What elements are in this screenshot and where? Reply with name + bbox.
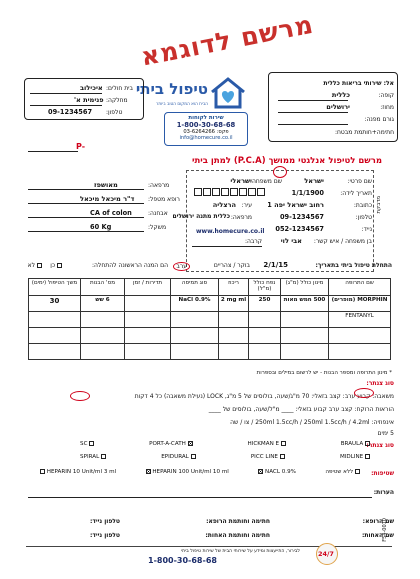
department-line [30,105,102,106]
device-spiral[interactable] [80,454,106,460]
clinic2-label: מרפאה: [148,182,170,189]
table-note: * מינון התרופה ומספר הבנות - יש לרשום במילים ובספרות [256,370,392,376]
first-name-value: ישראל [304,177,324,185]
service-fax: פקס: 03-6264266 [183,129,229,135]
referrer-line [278,124,348,125]
mobile-label: נייד: [361,226,372,233]
table-row [29,312,391,328]
cell-empty [281,312,329,328]
badge-text: 24/7 [318,550,334,558]
doctor-label: רופא מטפל: [148,196,180,203]
device-options [80,441,370,465]
cell-empty [329,328,391,344]
first-dose-label: הם המנה הראשונה להתחלה: [91,262,168,269]
cell-concentration: 2 mg ml [219,296,249,312]
device-spiral-label: SPIRAL [80,454,100,460]
selected-evening: ערב [173,262,190,271]
order-line-4: 5 ימים [377,430,394,437]
device-midline-label: MIDLINE [339,454,364,460]
cell-empty [29,312,81,328]
patient-phone-value: 09-1234567 [279,213,324,221]
notes-line [28,497,372,498]
flush-nacl[interactable] [258,469,296,475]
department-value: פנימית א' [74,96,104,104]
cell-empty [125,312,171,328]
city-label: עיר: [241,202,252,209]
family-value: ישראלי [230,177,252,185]
start-date: 2/1/15 [263,261,288,269]
brand-name: טיפול ביתי [135,80,208,98]
device-port-label: PORT-A-CATH [149,441,186,447]
phone-label: טלפון: [106,109,123,116]
nurse-sign-label: חתימה וחותמת האחות: [205,532,270,539]
hospital-phone-value: 09-1234567 [48,108,93,116]
col-volume: נפח כולל (מ"ל) [249,279,281,296]
cell-empty [29,328,81,344]
cell-empty [81,344,125,360]
weight-value: 60 Kg [90,223,112,231]
service-phone: 1-800-30-68-68 [176,121,236,129]
relation-line [192,246,262,247]
catheter-title: סוג צנתר: [366,380,394,387]
fund-value: כללית [331,91,350,99]
device-braula[interactable] [341,441,370,447]
first-dose-no-checkbox[interactable] [37,263,42,268]
footer-divider [26,546,392,547]
district-line [278,112,348,113]
hospital-line [30,93,102,94]
clinic-value: כללית מתנה ירושלים [172,213,230,220]
doctor-line [28,203,144,204]
cell-empty [171,328,219,344]
flush-none-label: ללא שטיפה [325,469,354,475]
device-sc-label: SC [80,441,88,447]
col-frequency: תדירות / זמן [125,279,171,296]
hospital-label: בית חולים: [106,85,133,92]
cell-empty [171,312,219,328]
insurer-sign-label: חתימה+חותמת מבטח: [334,129,394,136]
flush-heparin-100[interactable] [146,469,229,475]
first-dose-no: לא [27,262,35,269]
cell-empty [249,344,281,360]
district-value: ירושלים [326,103,350,111]
cell-units: 6 שש [81,296,125,312]
col-concentration: ריכוז [219,279,249,296]
diagnosis-line [28,217,144,218]
device-picc[interactable] [251,454,285,460]
cell-empty [29,344,81,360]
cell-empty [249,328,281,344]
weight-line [28,231,144,232]
cell-empty [125,328,171,344]
flush-heparin-10-label: HEPARIN 10 Unit/ml 3 ml [46,469,117,475]
notes-label: הערות: [373,489,394,496]
order-line-3: אינפוזיה: 250ml 1.5cc/h / 250ml 1.5cc/h / 4.2ml / צו / שה [230,419,394,426]
service-email: info@homecure.co.il [179,135,233,141]
relation-label: קרבה: [244,238,262,245]
mobile-value: 052-1234567 [275,225,324,233]
cell-empty [329,344,391,360]
contact-label: בן משפחה / איש קשר: [313,238,372,245]
order-line-2: הוראות הרוקח: קצב ערב קבוע בזאלי: ____ מ"ל/שעה, בולוסים של ____ [208,406,394,413]
device-epidural-label: EPIDURAL [161,454,189,460]
first-name-label: שם פרטי: [347,178,372,185]
device-hickman[interactable] [247,441,285,447]
website: www.homecure.co.il [196,228,265,235]
p-label: P- [76,142,86,151]
flush-options [40,469,360,475]
medication-table [28,278,391,360]
referrer-label: גורם מפנה: [364,116,394,123]
table-row [29,344,391,360]
footer-phone: 1-800-30-68-68 [148,556,217,565]
cell-duration: 30 [29,296,81,312]
hour-circle [354,388,374,398]
doctor-phone-label: טלפון נייד: [89,518,120,525]
cell-total-dose: 500 חמש מאות [281,296,329,312]
form-title: מרשם לטיפול אנלגטי ממושך (P.C.A) למתן ביתי [191,156,382,166]
cell-empty [219,312,249,328]
nurse-phone-label: טלפון נייד: [89,532,120,539]
brand-tagline: הבית הוא המקום הטוב ביותר [156,101,208,106]
cell-empty [81,312,125,328]
device-epidural[interactable] [161,454,195,460]
table-row [29,296,391,312]
patient-sticker-box [186,170,374,272]
table-header [29,279,391,296]
order-line-1: משאבה: קבוע ערב: קצב בזאלי: 70 מ"ג/שעה, בולוסים של 5 מ"ג, LOCK (נעילת משאבה) כל 4 דקות [134,393,394,400]
cell-empty [281,344,329,360]
patient-phone-label: טלפון: [355,214,372,221]
doctor-name-label: שם הרופא: [362,518,394,525]
cell-frequency [125,296,171,312]
brand-logo [136,76,248,114]
col-total-dose: מינון כולל (מ"ג) [281,279,329,296]
clinic2-value: מאושפז [94,181,118,189]
form-code: F54-0010 [382,518,388,542]
fund-line [278,100,348,101]
device-picc-label: PICC LINE [250,454,278,460]
weight-label: משקל: [148,224,167,231]
nurse-name-label: שם האחות: [362,532,394,539]
diagnosis-value: CA of colon [90,209,132,217]
cell-empty [219,344,249,360]
cell-empty [281,328,329,344]
support-badge [316,543,338,565]
service-title: שירות לקוחות [188,115,224,121]
dob-label: תאריך לידה: [340,190,372,197]
cell-empty [219,328,249,344]
house-heart-icon [208,76,248,110]
cell-empty [249,312,281,328]
insurer-title: אל: שירותי בריאות כללית [323,80,394,87]
diagnosis-label: אבחנה: [148,210,168,217]
cell-empty [81,328,125,344]
cell-empty [125,344,171,360]
ampm-label: בוקר / צהריים [213,262,250,269]
flush-none[interactable] [325,469,360,475]
sticker-side-label: מדבקת [376,196,382,214]
p-line [28,151,78,152]
city-value: הרצליה [212,201,236,209]
flush-nacl-label: NACL 0.9% [265,469,296,475]
doctor-value: ד"ר מיכאל מיכאל [80,195,135,203]
doctor-sign-label: חתימה וחותמת הרופא: [206,518,270,525]
service-box [164,112,248,146]
col-duration: משך הטיפול (ימים) [29,279,81,296]
cell-volume: 250 [249,296,281,312]
contact-value: אבי לוי [280,237,302,245]
flush-heparin-100-label: HEPARIN 100 Unit/ml 10 ml [152,469,229,475]
col-drug: שם התרופה [329,279,391,296]
name-circle [273,166,287,178]
flush-label: שטיפות: [371,470,394,477]
device-sc[interactable] [80,441,94,447]
address-label: כתובת: [353,202,372,209]
family-label: שם משפחה: [249,178,282,185]
cell-empty [171,344,219,360]
hospital-value: איכילוב [80,84,103,92]
clinic-label: מרפאה: [230,214,252,221]
device-braula-label: BRAULA [340,441,364,447]
device-midline[interactable] [340,454,370,460]
dob-value: 1/1/1900 [291,189,324,197]
cell-drug: FENTANYL [329,312,391,328]
fund-label: קופה: [378,92,394,99]
device-hickman-label: HICKMAN E [247,441,280,447]
start-row [26,262,392,273]
col-units: מס' הבנות [81,279,125,296]
table-row [29,328,391,344]
start-label: התחלת טיפול ביתי בתאריך: [315,262,392,269]
devices-label: סוג צנתר: [366,442,394,449]
district-label: מחוז: [380,104,394,111]
cell-drug: MORPHIN (מופרים) [329,296,391,312]
cell-solution: NaCl 0.9% [171,296,219,312]
footer-text: לבירור, התייעצות ומידע על שירותי הבית של שירות טיפול ביתי [181,549,300,554]
flush-heparin-10[interactable] [40,469,116,475]
pump-circle [70,391,90,401]
id-boxes [194,188,270,196]
address-value: רחוב ישראל יפה 1 [267,201,324,209]
clinic2-line [28,189,144,190]
department-label: מחלקה: [106,97,128,104]
device-port-a-cath[interactable] [149,441,192,447]
sample-stamp: מרשם לדוגמא [138,9,317,72]
first-dose-yes: כן [50,262,55,269]
first-dose-yes-checkbox[interactable] [57,263,62,268]
col-solution: סוג תמיסה [171,279,219,296]
